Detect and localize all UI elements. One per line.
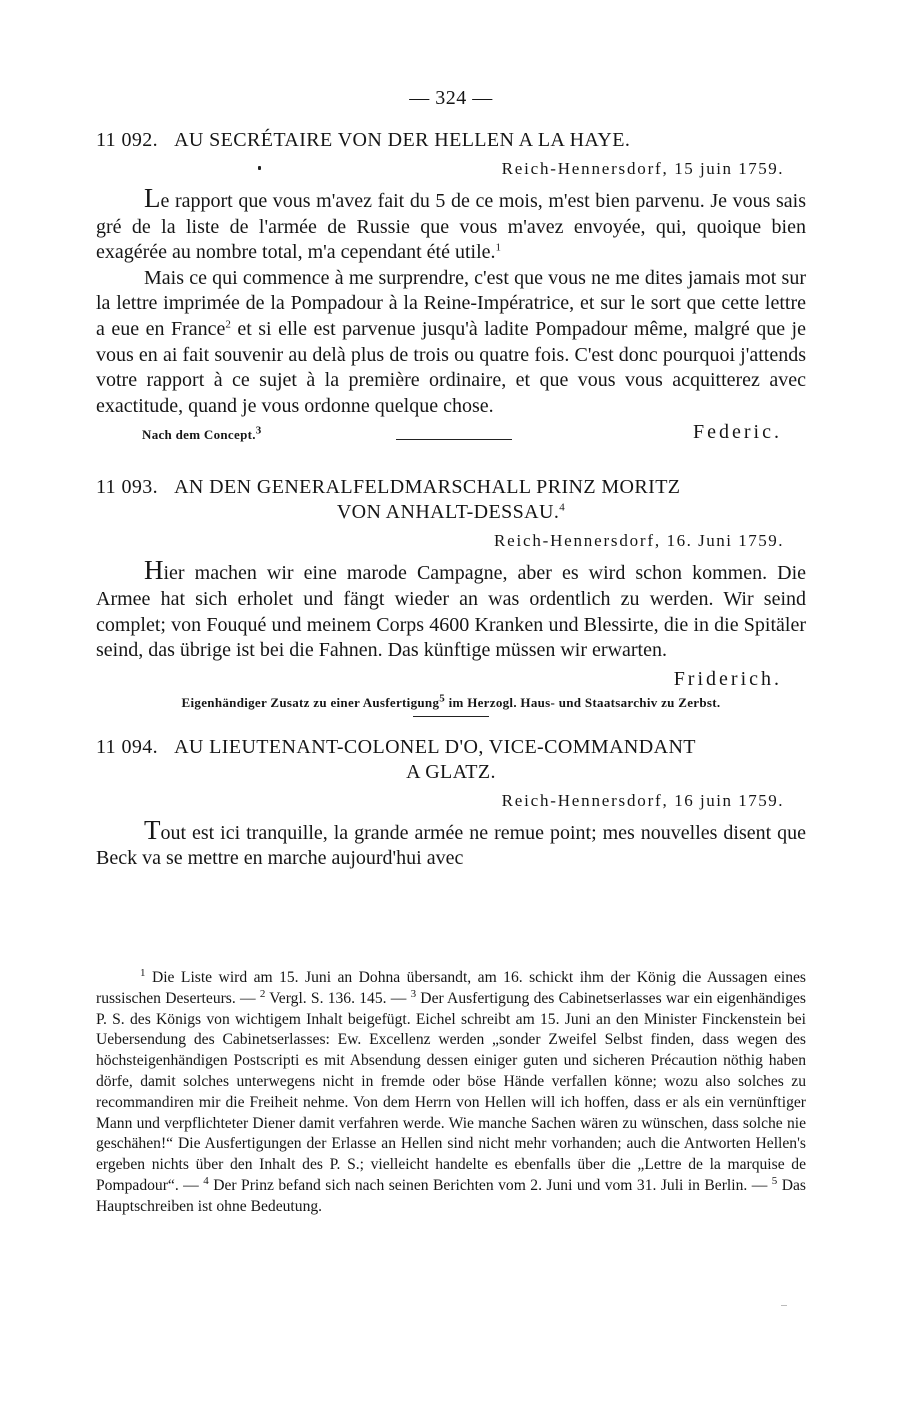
paragraph: Hier machen wir eine marode Campagne, aber es wird schon kommen. Die Armee hat sich erholet und fängt wieder an was ordentlich zu werden. Wir seind complet; von Fouqué und meinem Corps 4600 Kranken und Blessirte, die in die Spitäler seind, das übrige ist bei die Fahnen. Das künftige müssen wir erwarten. [96, 555, 806, 662]
separator-rule [396, 439, 512, 440]
footnote-mark: 3 [410, 987, 417, 1000]
footnote-ref: 1 [495, 241, 502, 254]
date: 16 juin 1759. [674, 790, 784, 810]
date: 15 juin 1759. [674, 159, 784, 178]
archive-note: Eigenhändiger Zusatz zu einer Ausfertigung$^5$ im Herzogl. Haus- und Staatsarchiv zu Zerbst. [181, 692, 721, 710]
letter-heading [96, 735, 806, 785]
ink-speck [258, 166, 261, 170]
signature: Federic. [693, 421, 782, 444]
footnote-ref: 3 [255, 425, 262, 438]
date: 16. Juni 1759. [666, 531, 784, 551]
footnotes [96, 968, 806, 1218]
place: Reich-Hennersdorf, [501, 790, 669, 810]
signature: Friderich. [673, 667, 782, 690]
footnote-mark: 1 [140, 966, 146, 979]
page-number: — 324 — [409, 87, 493, 109]
footnote-ref: 4 [559, 501, 566, 514]
letter-title: AN DEN GENERALFELDMARSCHALL PRINZ MORITZ [174, 476, 681, 499]
letter-title: AU SECRÉTAIRE VON DER HELLEN A LA HAYE. [174, 129, 631, 151]
separator-rule [413, 716, 489, 717]
place: Reich-Hennersdorf, [493, 531, 661, 551]
footnote-block: $^1$ Die Liste wird am 15. Juni an Dohna übersandt, am 16. schickt ihm der König die Aussagen eines russischen Deserteurs. — $^2$ Vergl. S. 136. 145. — $^3$ Der Ausfertigung des Cabinetserlasses war ein eigenhändiges P. S. des Königs von wichtigem Inhalt beigefügt. Eichel schreibt am 15. Juni an den Minister Finckenstein bei Uebersendung des Cabinetserlasses: Ew. Excellenz werden „sonder Zweifel Selbst finden, dass wegen des höchsteigenhändigen Postscripti es mit Absendung dessen einiger guten und sicheren Précaution nöthig haben dörfe, damit solches unterwegens nicht in fremde oder böse Hände verfallen könne; wozu also solches zu recommandiren mir die Freiheit nehme. Von dem Herrn von Hellen will ich hoffen, dass er als ein vernünftiger Mann und verpflichteter Diener damit verfahren werde. Wie manche Sachen wären zu wünschen, dass solche nie geschähen!“ Die Ausfertigungen der Erlasse an Hellen sind nicht mehr vorhanden; auch die Antworten Hellen's ergeben nichts über den Inhalt des P. S.; vielleicht handelte es ebenfalls über die „Lettre de la marquise de Pompadour“. — $^4$ Der Prinz befand sich nach seinen Berichten vom 2. Juni und vom 31. Juli in Berlin. — $^5$ Das Hauptschreiben ist ohne Bedeutung. [96, 966, 807, 1215]
letter-11092 [96, 128, 806, 449]
paragraph: Le rapport que vous m'avez fait du 5 de ce mois, m'est bien parvenu. Je vous sais gré de la liste de l'armée de Russie que vous m'avez envoyée, qui, quoique bien exagérée au nombre total, m'a cependant été utile.$^1$ [96, 183, 806, 264]
paragraph: Tout est ici tranquille, la grande armée ne remue point; mes nouvelles disent que Beck va se mettre en marche aujourd'hui avec [96, 814, 806, 870]
paragraph: Mais ce qui commence à me surprendre, c'est que vous ne me dites jamais mot sur la lettre imprimée de la Pompadour à la Reine-Impératrice, et sur le sort que cette lettre a eue en France$^2$ et si elle est parvenue jusqu'à ladite Pompadour même, malgré que je vous en ai fait souvenir au delà plus de trois ou quatre fois. C'est donc pourquoi j'attends votre rapport à ce sujet à la première ordinaire, et que vous vous acquitterez avec exactitude, quand je vous ordonne quelque chose. [96, 266, 806, 417]
letter-title-line2: A GLATZ. [406, 760, 496, 783]
source-note: Nach dem Concept.$^3$ [142, 425, 262, 443]
letter-11094 [96, 735, 806, 872]
ink-speck [781, 1305, 787, 1306]
footnote-ref: 5 [439, 692, 446, 705]
page [96, 86, 806, 872]
letter-body [96, 814, 806, 872]
letter-heading [96, 128, 806, 153]
footnote-mark: 5 [771, 1174, 778, 1187]
footnote-mark: 2 [259, 987, 266, 1000]
place: Reich-Hennersdorf, [501, 159, 669, 178]
letter-dateline [96, 789, 806, 812]
letter-dateline [96, 157, 806, 180]
letter-heading [96, 475, 806, 525]
letter-title-line2: VON ANHALT-DESSAU.$^4$ [336, 501, 566, 524]
letter-body [96, 555, 806, 663]
letter-number: 11 093. [96, 476, 159, 499]
letter-body [96, 183, 806, 419]
letter-title: AU LIEUTENANT-COLONEL D'O, VICE-COMMANDANT [174, 735, 696, 758]
footnote-ref: 2 [225, 318, 231, 331]
signature-row [96, 419, 806, 449]
letter-11093 [96, 475, 806, 716]
letter-dateline [96, 529, 806, 552]
footnote-mark: 4 [203, 1174, 209, 1187]
letter-number: 11 092. [96, 129, 159, 151]
letter-number: 11 094. [96, 735, 159, 758]
